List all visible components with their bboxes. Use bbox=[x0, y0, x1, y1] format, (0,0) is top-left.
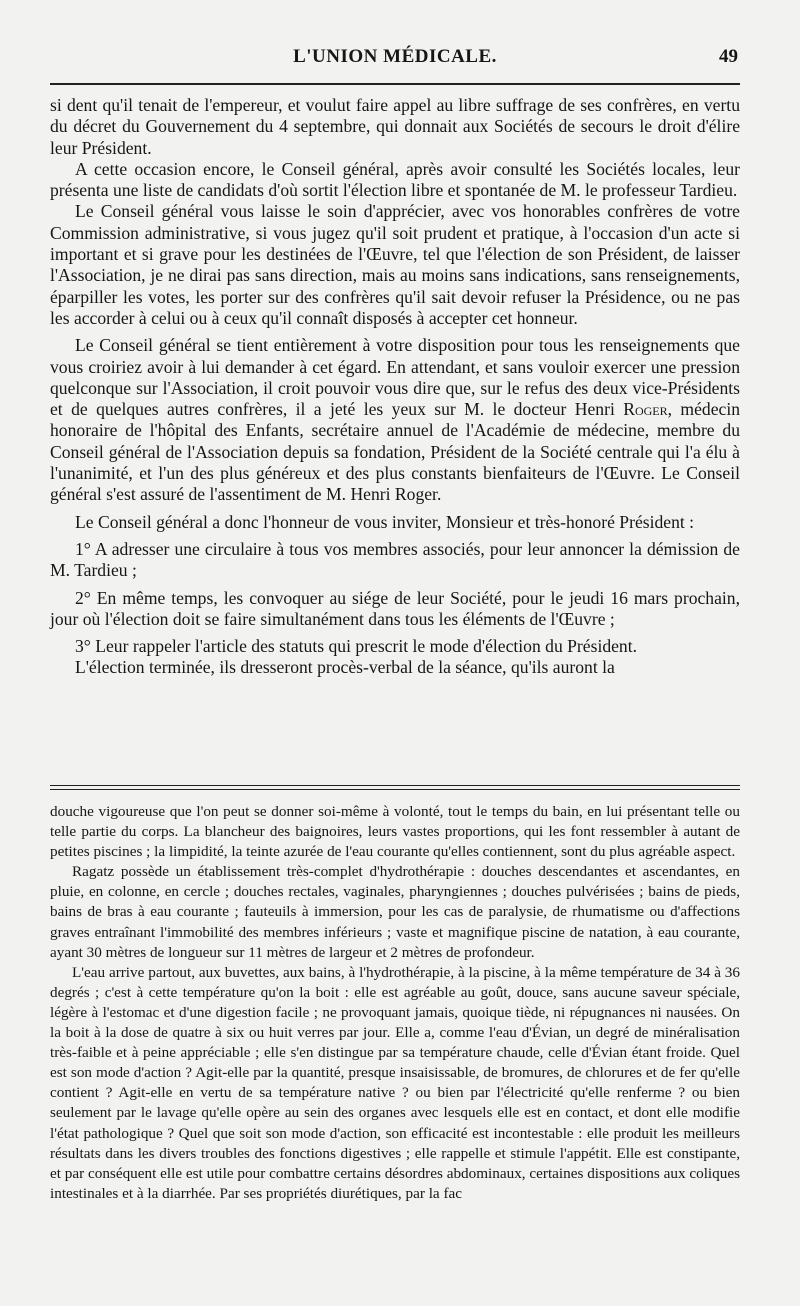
paragraph: douche vigoureuse que l'on peut se donner soi-même à volonté, tout le temps du bain, en lui présentant telle ou telle partie du corps. La blancheur des baignoires, leurs vastes proportions, qui les font ressembler à autant de petites piscines ; la limpidité, la teinte azurée de l'eau courante qu'elles contiennent, sont du plus agréable aspect. bbox=[50, 803, 740, 861]
text-run: , médecin honoraire de l'hôpital des Enfants, secrétaire annuel de l'Académie de médecine, membre du Conseil général de l'Association depuis sa fondation, Président de la Société centrale qui l'a élu à l'unanimité, et l'un des plus généreux et des plus constants bienfaiteurs de l'Œuvre. Le Conseil général s'est assuré de l'assentiment de M. Henri Roger. bbox=[50, 399, 740, 505]
paragraph: L'élection terminée, ils dresseront procès-verbal de la séance, qu'ils auront la bbox=[75, 657, 615, 678]
paragraph: L'eau arrive partout, aux buvettes, aux bains, à l'hydrothérapie, à la piscine, à la même température de 34 à 36 degrés ; c'est à cette température qu'on la boit : elle est agréable au goût, douce, sans aucune saveur spéciale, légère à l'estomac et d'une digestion facile ; ne provoquant jamais, quoique tiède, ni répugnances ni nausées. On la boit à la dose de quatre à six ou huit verres par jour. Elle a, comme l'eau d'Évian, un degré de minéralisation très-faible et à peine appréciable ; elle s'en distingue par sa température chaude, celle d'Évian étant froide. Quel est son mode d'action ? Agit-elle par la quantité, presque insaisissable, de bromures, de chlorures et de fer qu'elle contient ? Agit-elle en vertu de sa température native ? ou bien par l'électricité qu'elle renferme ? ou bien seulement par le lavage qu'elle opère au sein des organes avec lesquels elle est en contact, et dont elle modifie l'état pathologique ? Quel que soit son mode d'action, son efficacité est incontestable : elle produit les meilleurs résultats dans les divers troubles des fonctions digestives ; elle rappelle et stimule l'appétit. Elle est constipante, et par conséquent elle est utile pour combattre certains désordres abdominaux, certaines dispositions aux coliques intestinales et à la diarrhée. Par ses propriétés diurétiques, par la fac bbox=[50, 963, 740, 1202]
paragraph: Le Conseil général vous laisse le soin d'apprécier, avec vos honorables confrères de votre Commission administrative, si vous jugez qu'il soit prudent et pratique, à l'occasion d'un acte si important et si grave pour les destinées de l'Œuvre, tel que l'élection de son Président, de laisser l'Association, je ne dirai pas sans direction, mais au moins sans indications, sans renseignements, éparpiller les votes, les porter sur des confrères qu'il sait devoir refuser la Présidence, ou ne pas les accorder à celui ou à ceux qu'il connaît disposés à accepter cet honneur. bbox=[50, 201, 740, 328]
list-item: 3° Leur rappeler l'article des statuts qui prescrit le mode d'élection du Président. bbox=[75, 636, 638, 657]
header-rule bbox=[50, 83, 740, 85]
paragraph bbox=[50, 335, 740, 505]
list-item: 1° A adresser une circulaire à tous vos membres associés, pour leur annoncer la démission de M. Tardieu ; bbox=[50, 538, 740, 581]
feuilleton-text bbox=[50, 802, 740, 1204]
list-item: 2° En même temps, les convoquer au siége de leur Société, pour le jeudi 16 mars prochain, jour où l'élection doit se faire simultanément dans tous les éléments de l'Œuvre ; bbox=[50, 587, 740, 629]
paragraph: Le Conseil général a donc l'honneur de vous inviter, Monsieur et très-honoré Président : bbox=[75, 511, 695, 532]
main-text bbox=[50, 95, 740, 679]
paragraph: Ragatz possède un établissement très-complet d'hydrothérapie : douches descendantes et ascendantes, en pluie, en colonne, en cercle ; douches rectales, vaginales, pharyngiennes ; douches pulvérisées ; bains de pieds, bains de bras à eau courante ; fauteuils à immersion, pour les cas de paralysie, de rhumatisme ou d'affections graves entraînant l'immobilité des membres inférieurs ; vaste et magnifique piscine de natation, à eau courante, ayant 30 mètres de longueur sur 11 mètres de largeur et 2 mètres de profondeur. bbox=[50, 863, 740, 961]
page-header bbox=[50, 46, 740, 76]
paragraph: si dent qu'il tenait de l'empereur, et voulut faire appel au libre suffrage de ses confrères, en vertu du décret du Gouvernement du 4 septembre, qui donnait aux Sociétés de secours le droit d'élire leur Président. bbox=[50, 95, 740, 158]
page-number: 49 bbox=[719, 46, 738, 67]
footnote-rule bbox=[50, 785, 740, 790]
surname: Roger bbox=[623, 399, 668, 420]
text-run: Le Conseil général se tient entièrement à votre disposition pour tous les renseignements que vous croiriez avoir à lui demander à cet égard. En attendant, et sans vouloir exercer une pression quelconque sur l'Association, il croit pouvoir vous dire que, sur le refus des deux vice-Présidents et de quelques autres confrères, il a jeté les yeux sur M. le docteur Henri bbox=[50, 335, 740, 420]
running-title: L'UNION MÉDICALE. bbox=[293, 46, 497, 67]
paragraph: A cette occasion encore, le Conseil général, après avoir consulté les Sociétés locales, leur présenta une liste de candidats d'où sortit l'élection libre et spontanée de M. le professeur Tardieu. bbox=[50, 158, 740, 201]
